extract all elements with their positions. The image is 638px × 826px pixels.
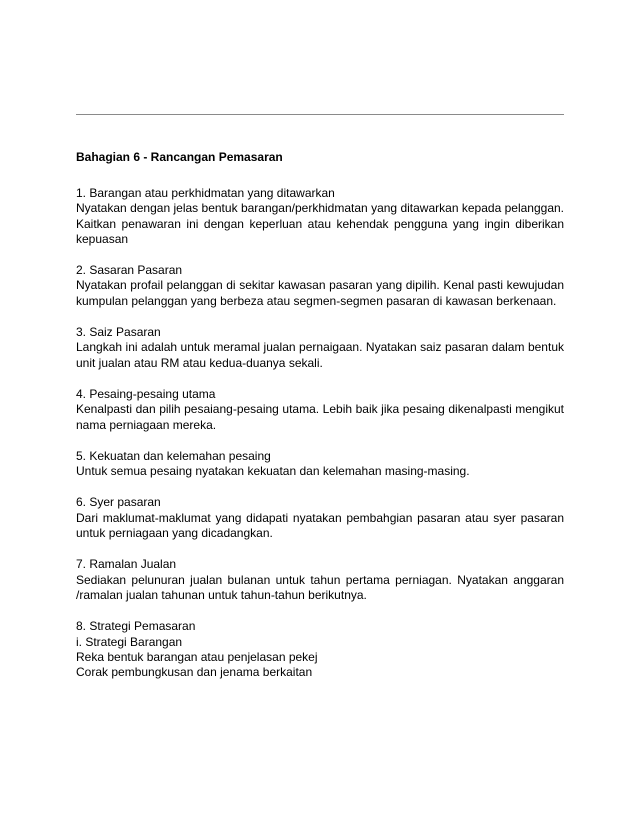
section-5 <box>76 449 564 480</box>
section-body: Langkah ini adalah untuk meramal jualan pernaigaan. Nyatakan saiz pasaran dalam bentuk unit jualan atau RM atau kedua-duanya sekali. <box>76 340 564 370</box>
section-title: 3. Saiz Pasaran <box>76 325 161 340</box>
section-body: Dari maklumat-maklumat yang didapati nyatakan pembahgian pasaran atau syer pasaran untuk perniagaan yang dicadangkan. <box>76 510 564 541</box>
section-heading: Bahagian 6 - Rancangan Pemasaran <box>76 150 283 164</box>
section-body: Kenalpasti dan pilih pesaiang-pesaing utama. Lebih baik jika pesaing dikenalpasti mengikut nama perniagaan mereka. <box>76 402 564 432</box>
section-title: 1. Barangan atau perkhidmatan yang ditawarkan <box>76 186 335 200</box>
section-title: 2. Sasaran Pasaran <box>76 263 183 278</box>
section-6 <box>76 495 564 541</box>
section-3 <box>76 325 564 371</box>
section-2 <box>76 263 564 309</box>
section-title: 4. Pesaing-pesaing utama <box>76 386 216 401</box>
section-line: i. Strategi Barangan <box>76 634 183 649</box>
section-title: 5. Kekuatan dan kelemahan pesaing <box>76 448 271 463</box>
section-title: 7. Ramalan Jualan <box>76 557 177 572</box>
section-8 <box>76 619 564 680</box>
section-line: Reka bentuk barangan atau penjelasan pekej <box>76 649 318 664</box>
section-body: Nyatakan profail pelanggan di sekitar kawasan pasaran yang dipilih. Kenal pasti kewujudan kumpulan pelanggan yang berbeza atau segmen-segmen pasaran di kawasan berkenaan. <box>76 278 564 308</box>
section-body: Untuk semua pesaing nyatakan kekuatan dan kelemahan masing-masing. <box>76 464 470 479</box>
sections-list <box>76 186 564 696</box>
section-body: Sediakan pelunuran jualan bulanan untuk tahun pertama perniagan. Nyatakan anggaran /ramalan jualan tahunan untuk tahun-tahun berikutnya. <box>76 572 564 602</box>
section-title: 6. Syer pasaran <box>76 495 161 510</box>
section-body: Nyatakan dengan jelas bentuk barangan/perkhidmatan yang ditawarkan kepada pelanggan. Kaitkan penawaran ini dengan keperluan atau kehendak pengguna yang ingin diberikan kepuasan <box>76 201 564 246</box>
section-line: Corak pembungkusan dan jenama berkaitan <box>76 665 313 680</box>
section-title: 8. Strategi Pemasaran <box>76 619 196 634</box>
section-1 <box>76 186 564 247</box>
header-divider <box>76 114 564 115</box>
section-7 <box>76 557 564 603</box>
section-4 <box>76 387 564 433</box>
